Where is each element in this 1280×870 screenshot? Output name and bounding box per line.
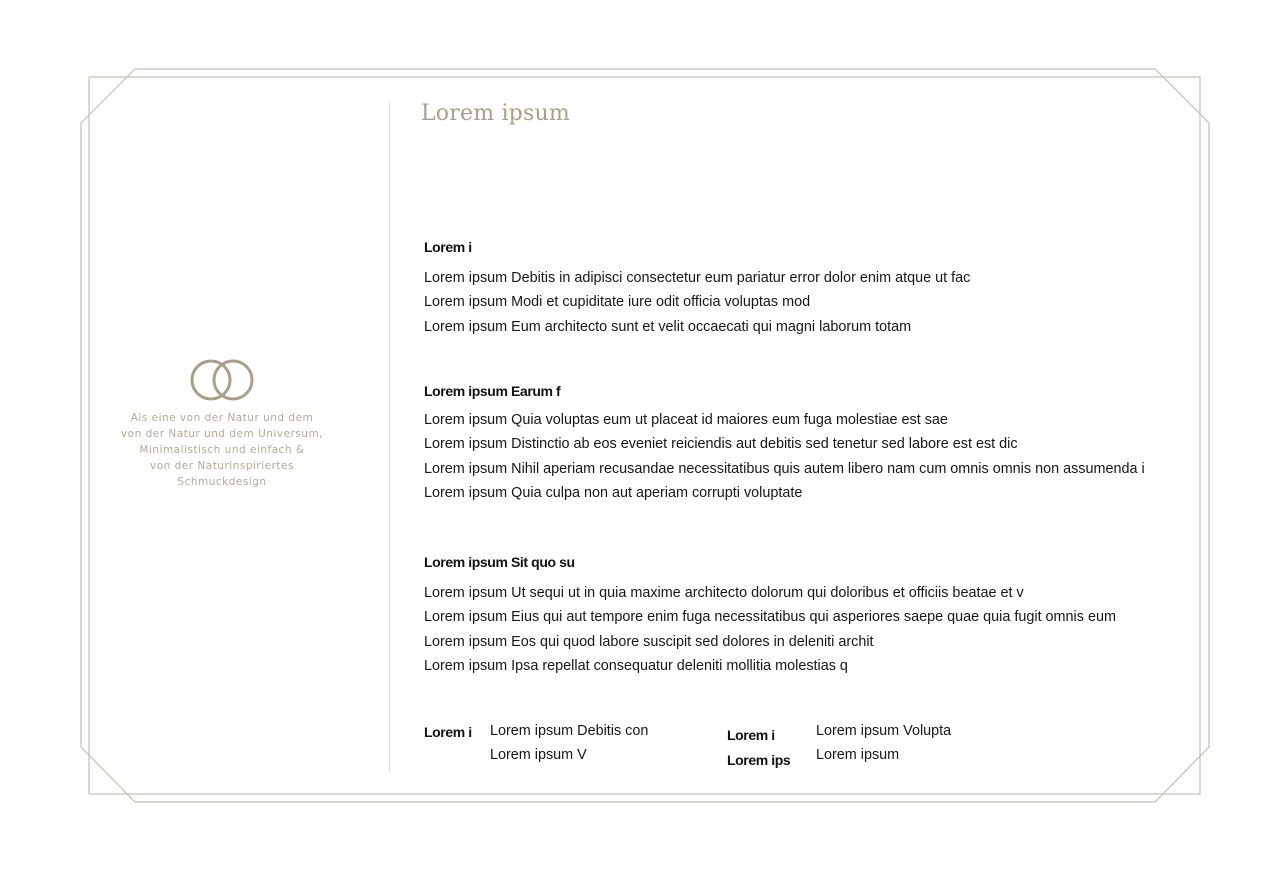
tagline-line: Schmuckdesign (177, 476, 267, 488)
section-line: Lorem ipsum Eum architecto sunt et velit occaecati qui magni laborum totam (424, 318, 912, 335)
section-heading: Lorem ipsum Earum f (424, 383, 561, 399)
spec-value: Lorem ipsum Debitis con (490, 723, 649, 739)
section-line: Lorem ipsum Quia culpa non aut aperiam corrupti voluptate (424, 484, 803, 501)
section-line: Lorem ipsum Quia voluptas eum ut placeat id maiores eum fuga molestiae est sae (424, 412, 948, 428)
spec-label: Lorem i (424, 724, 472, 740)
brand-panel (110, 358, 334, 490)
section-line: Lorem ipsum Debitis in adipisci consectetur eum pariatur error dolor enim atque ut fac (424, 270, 971, 286)
vertical-divider (389, 101, 390, 772)
tagline-line: Minimalistisch und einfach & (139, 444, 305, 456)
interlocking-rings-icon (186, 358, 258, 404)
spec-value: Lorem ipsum (816, 747, 900, 763)
spec-block-left (424, 723, 704, 773)
section-line: Lorem ipsum Distinctio ab eos eveniet reiciendis aut debitis sed tenetur sed labore est est dic (424, 436, 1018, 453)
section-line: Lorem ipsum Nihil aperiam recusandae necessitatibus quis autem libero nam cum omnis omnis non assumenda i (424, 460, 1145, 477)
tagline-line: von der Naturinspiriertes (150, 460, 294, 472)
section-heading: Lorem i (424, 239, 472, 255)
brand-tagline (110, 410, 334, 490)
section-line: Lorem ipsum Modi et cupiditate iure odit officia voluptas mod (424, 294, 811, 311)
section-lines (424, 581, 1194, 678)
spec-label: Lorem ips (727, 752, 791, 768)
tagline-line: von der Natur und dem Universum, (120, 428, 324, 440)
content-section (424, 554, 1194, 678)
section-lines (424, 266, 1194, 339)
section-line: Lorem ipsum Ipsa repellat consequatur deleniti mollitia molestias q (424, 657, 848, 674)
section-line: Lorem ipsum Eos qui quod labore suscipit sed dolores in deleniti archit (424, 633, 874, 650)
spec-value: Lorem ipsum V (490, 747, 587, 763)
page-title: Lorem ipsum (421, 101, 570, 126)
tagline-line: Als eine von der Natur und dem (130, 412, 314, 424)
spec-block-right (727, 723, 1027, 773)
section-heading: Lorem ipsum Sit quo su (424, 554, 575, 570)
section-lines (424, 408, 1194, 505)
spec-label: Lorem i (727, 727, 775, 743)
section-line: Lorem ipsum Eius qui aut tempore enim fuga necessitatibus qui asperiores saepe quae quia fugit omnis eum (424, 609, 1116, 626)
content-section (424, 239, 1194, 339)
content-section (424, 383, 1194, 505)
spec-value: Lorem ipsum Volupta (816, 723, 952, 739)
section-line: Lorem ipsum Ut sequi ut in quia maxime architecto dolorum qui doloribus et officiis beatae et v (424, 585, 1024, 601)
